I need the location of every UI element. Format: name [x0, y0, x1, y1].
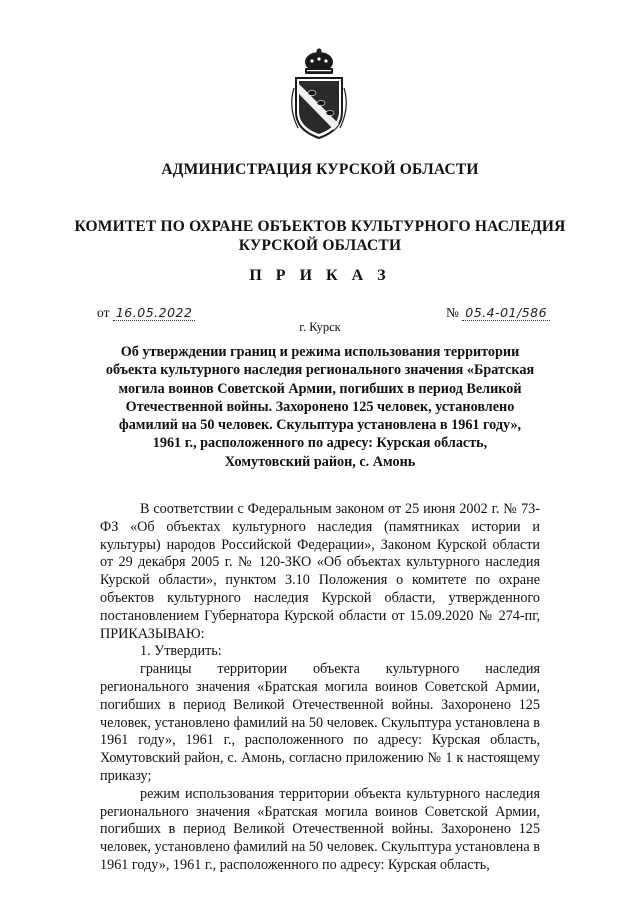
city-label: г. Курск [299, 320, 341, 334]
number-prefix: № [446, 305, 459, 320]
number-value: 05.4-01/586 [462, 305, 550, 321]
title-line: объекта культурного наследия регионального значения «Братская [105, 362, 535, 379]
title-line: Отечественной войны. Захоронено 125 человек, установлено [125, 398, 515, 415]
document-type-heading: П Р И К А З [249, 267, 391, 284]
body-paragraph-boundaries: границы территории объекта культурного наследия регионального значения «Братская могила воинов Советской Армии, погибших в период Великой Отечественной войны. Захоронено 125 человек, установлено фамилий на 50 человек. Скульптура установлена в 1961 году», 1961 г., расположенного по адресу: Курская область, Хомутовский район, с. Амонь, согласно приложению № 1 к настоящему приказу; [100, 661, 540, 784]
body-paragraph-preamble: В соответствии с Федеральным законом от 25 июня 2002 г. № 73-ФЗ «Об объектах культурного наследия (памятниках истории и культуры) народов Российской Федерации», Законом Курской области от 29 декабря 2005 г. № 120-ЗКО «Об объектах культурного наследия Курской области», пунктом 3.10 Положения о комитете по охране объектов культурного наследия Курской области, утвержденного постановлением Губернатора Курской области от 15.09.2020 № 274-пг, ПРИКАЗЫВАЮ: [100, 501, 540, 642]
committee-heading [0, 217, 640, 255]
title-line: Хомутовский район, с. Амонь [224, 453, 416, 470]
administration-heading: АДМИНИСТРАЦИЯ КУРСКОЙ ОБЛАСТИ [161, 161, 479, 178]
date-value: 16.05.2022 [113, 305, 196, 321]
title-line: могила воинов Советской Армии, погибших в период Великой [118, 380, 522, 397]
title-line: Об утверждении границ и режима использования территории [120, 344, 520, 360]
committee-heading-line1: КОМИТЕТ ПО ОХРАНЕ ОБЪЕКТОВ КУЛЬТУРНОГО НАСЛЕДИЯ [74, 218, 566, 235]
body-paragraph-item-1: 1. Утвердить: [140, 643, 222, 660]
order-number [446, 305, 550, 321]
kursk-coat-of-arms-icon [286, 48, 352, 140]
title-line: 1961 г., расположенного по адресу: Курская область, [152, 435, 488, 452]
document-body [100, 501, 540, 875]
date-prefix: от [97, 305, 110, 320]
body-paragraph-regime: режим использования территории объекта культурного наследия регионального значения «Братская могила воинов Советской Армии, погибших в период Великой Отечественной войны. Захоронено 125 человек, установлено фамилий на 50 человек. Скульптура установлена в 1961 году», 1961 г., расположенного по адресу: Курская область, [100, 785, 540, 873]
committee-heading-line2: КУРСКОЙ ОБЛАСТИ [238, 237, 402, 254]
title-line: фамилий на 50 человек. Скульптура установлена в 1961 году», [118, 417, 522, 434]
document-title [100, 343, 540, 471]
order-date [97, 305, 195, 321]
